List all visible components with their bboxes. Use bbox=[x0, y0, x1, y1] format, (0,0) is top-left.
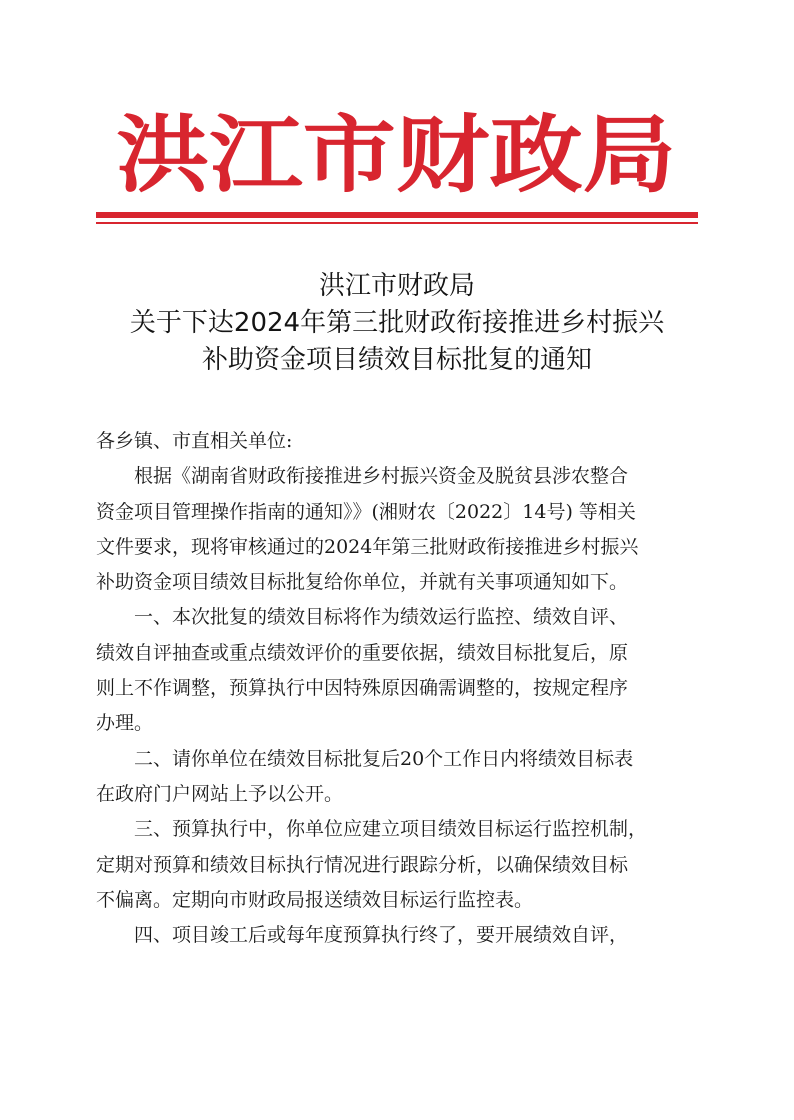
body-line: 不偏离。定期向市财政局报送绩效目标运行监控表。 bbox=[96, 888, 534, 911]
body-line: 绩效自评抽查或重点绩效评价的重要依据，绩效目标批复后，原 bbox=[96, 641, 629, 664]
letterhead-divider-thin bbox=[96, 222, 698, 224]
body-line: 文件要求，现将审核通过的2024年第三批财政衔接推进乡村振兴 bbox=[96, 535, 639, 558]
letterhead-org-name: 洪江市财政局 bbox=[116, 110, 676, 203]
body-line: 一、本次批复的绩效目标将作为绩效运行监控、绩效自评、 bbox=[134, 606, 629, 629]
body-line: 则上不作调整，预算执行中因特殊原因确需调整的，按规定程序 bbox=[96, 677, 629, 700]
letterhead-divider-thick bbox=[96, 212, 698, 218]
body-line: 二、请你单位在绩效目标批复后20个工作日内将绩效目标表 bbox=[134, 747, 634, 770]
letterhead-title-graphic bbox=[96, 96, 696, 206]
body-line: 三、预算执行中，你单位应建立项目绩效目标运行监控机制， bbox=[134, 818, 648, 841]
salutation: 各乡镇、市直相关单位: bbox=[96, 430, 293, 452]
body-line: 四、项目竣工后或每年度预算执行终了，要开展绩效自评， bbox=[134, 924, 629, 947]
body-line: 在政府门户网站上予以公开。 bbox=[96, 782, 344, 805]
body-line: 资金项目管理操作指南的通知》》(湘财农〔2022〕14号) 等相关 bbox=[96, 500, 636, 523]
body-line: 补助资金项目绩效目标批复给你单位，并就有关事项通知如下。 bbox=[96, 571, 629, 594]
body-line: 定期对预算和绩效目标执行情况进行跟踪分析，以确保绩效目标 bbox=[96, 853, 629, 876]
title-line-2: 关于下达2024年第三批财政衔接推进乡村振兴 bbox=[129, 308, 665, 338]
title-line-1: 洪江市财政局 bbox=[318, 271, 475, 301]
body-line: 根据《湖南省财政衔接推进乡村振兴资金及脱贫县涉农整合 bbox=[134, 465, 629, 488]
letterhead-title bbox=[96, 96, 696, 206]
body-line: 办理。 bbox=[96, 712, 154, 735]
title-line-3: 补助资金项目绩效目标批复的通知 bbox=[201, 345, 592, 375]
document-body bbox=[96, 424, 706, 953]
document-title bbox=[80, 268, 714, 379]
